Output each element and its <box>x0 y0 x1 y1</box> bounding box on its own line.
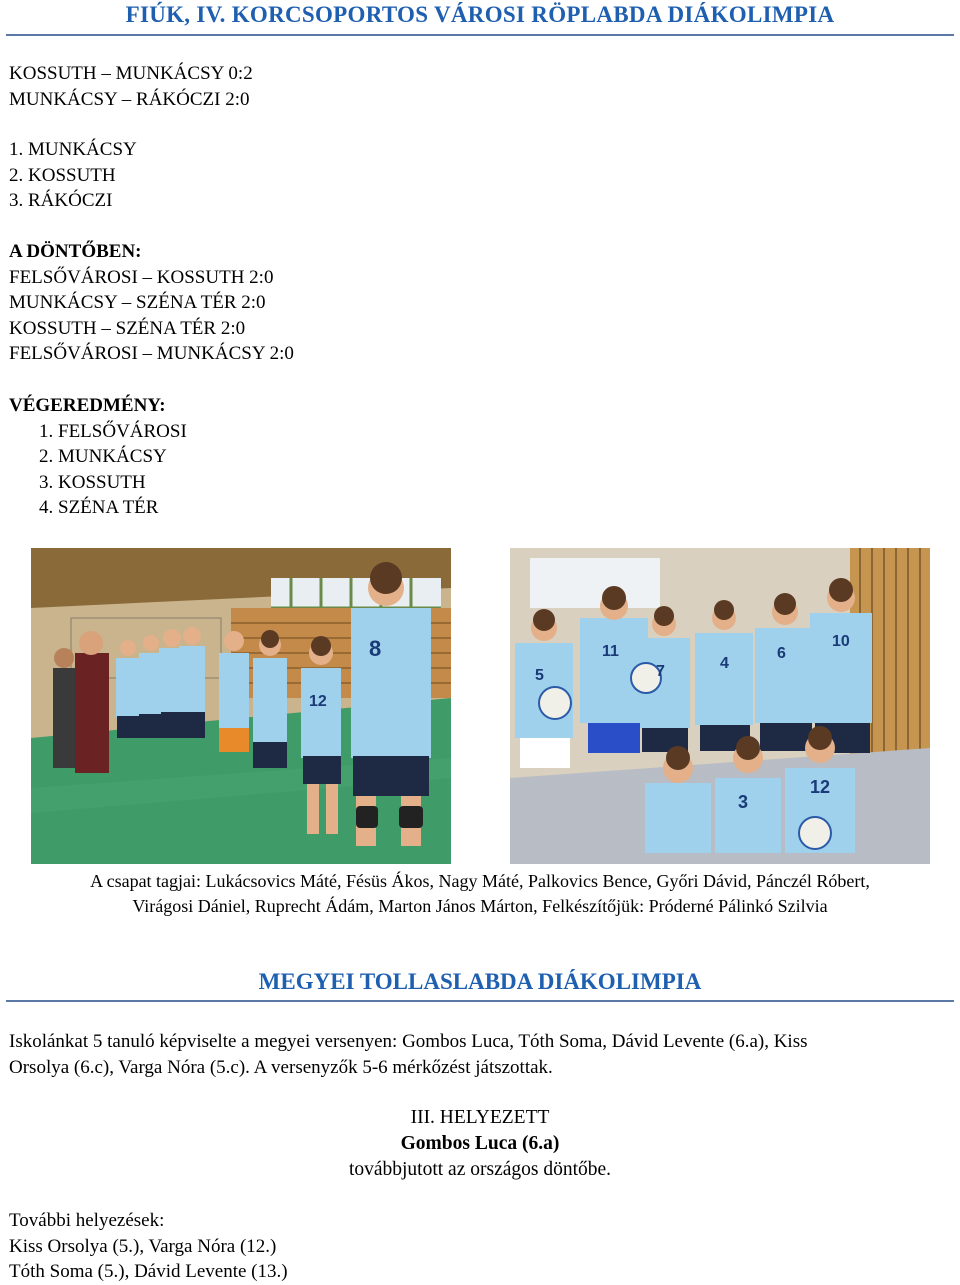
final-result-section <box>9 393 187 521</box>
jersey-number: 8 <box>369 636 382 661</box>
caption-line: A csapat tagjai: Lukácsovics Máté, Fésüs Ákos, Nagy Máté, Palkovics Bence, Győri Dávid, Pánczél Róbert, <box>90 871 870 891</box>
other-heading: További helyezések: <box>9 1210 165 1231</box>
place-line: 4. SZÉNA TÉR <box>39 497 159 518</box>
other-line: Kiss Orsolya (5.), Varga Nóra (12.) <box>9 1235 277 1257</box>
team-group-photo <box>510 548 930 864</box>
group-standings <box>9 137 137 214</box>
match-line: MUNKÁCSY – SZÉNA TÉR 2:0 <box>9 292 266 313</box>
jersey-number: 11 <box>602 643 619 660</box>
standing-line: 3. RÁKÓCZI <box>9 190 113 211</box>
photo-caption <box>0 869 960 919</box>
paragraph-line: Orsolya (6.c), Varga Nóra (5.c). A versenyzők 5-6 mérkőzést játszottak. <box>9 1057 553 1078</box>
match-line: FELSŐVÁROSI – MUNKÁCSY 2:0 <box>9 343 294 364</box>
other-line: Tóth Soma (5.), Dávid Levente (13.) <box>9 1261 288 1282</box>
jersey-number: 12 <box>309 693 327 710</box>
badminton-rule <box>6 1000 954 1002</box>
caption-line: Virágosi Dániel, Ruprecht Ádám, Marton János Márton, Felkészítőjük: Próderné Pálinkó Szilvia <box>132 896 828 916</box>
match-line: FELSŐVÁROSI – KOSSUTH 2:0 <box>9 266 274 288</box>
winner-name: Gombos Luca (6.a) <box>400 1133 560 1154</box>
final-heading: A DÖNTŐBEN: <box>9 241 142 262</box>
advanced-note: továbbjutott az országos döntőbe. <box>348 1159 612 1180</box>
standing-line: 2. KOSSUTH <box>9 164 116 186</box>
place-line: 2. MUNKÁCSY <box>39 446 167 467</box>
jersey-number: 6 <box>777 645 786 662</box>
jersey-number: 7 <box>656 663 665 680</box>
other-placings <box>9 1208 288 1285</box>
standing-line: 1. MUNKÁCSY <box>9 139 137 160</box>
place-label: III. HELYEZETT <box>410 1107 550 1128</box>
place-line: 1. FELSŐVÁROSI <box>39 420 187 442</box>
badminton-title: MEGYEI TOLLASLABDA DIÁKOLIMPIA <box>258 969 702 994</box>
title-rule <box>6 34 954 36</box>
jersey-number: 3 <box>738 792 749 812</box>
final-result-heading: VÉGEREDMÉNY: <box>9 395 166 416</box>
place-line: 3. KOSSUTH <box>39 471 146 493</box>
match-line: KOSSUTH – MUNKÁCSY 0:2 <box>9 63 253 84</box>
group-matches <box>9 61 253 112</box>
team-handshake-photo <box>31 548 451 864</box>
jersey-number: 4 <box>720 655 729 672</box>
jersey-number: 5 <box>535 667 544 684</box>
paragraph-line: Iskolánkat 5 tanuló képviselte a megyei versenyen: Gombos Luca, Tóth Soma, Dávid Levente (6.a), Kiss <box>9 1031 808 1052</box>
match-line: MUNKÁCSY – RÁKÓCZI 2:0 <box>9 88 250 110</box>
badminton-paragraph <box>9 1029 954 1081</box>
jersey-number: 10 <box>832 633 850 650</box>
result-highlight <box>0 1105 960 1183</box>
final-section <box>9 239 294 367</box>
match-line: KOSSUTH – SZÉNA TÉR 2:0 <box>9 317 246 339</box>
page-title: FIÚK, IV. KORCSOPORTOS VÁROSI RÖPLABDA DIÁKOLIMPIA <box>125 2 835 27</box>
jersey-number: 12 <box>810 777 831 797</box>
